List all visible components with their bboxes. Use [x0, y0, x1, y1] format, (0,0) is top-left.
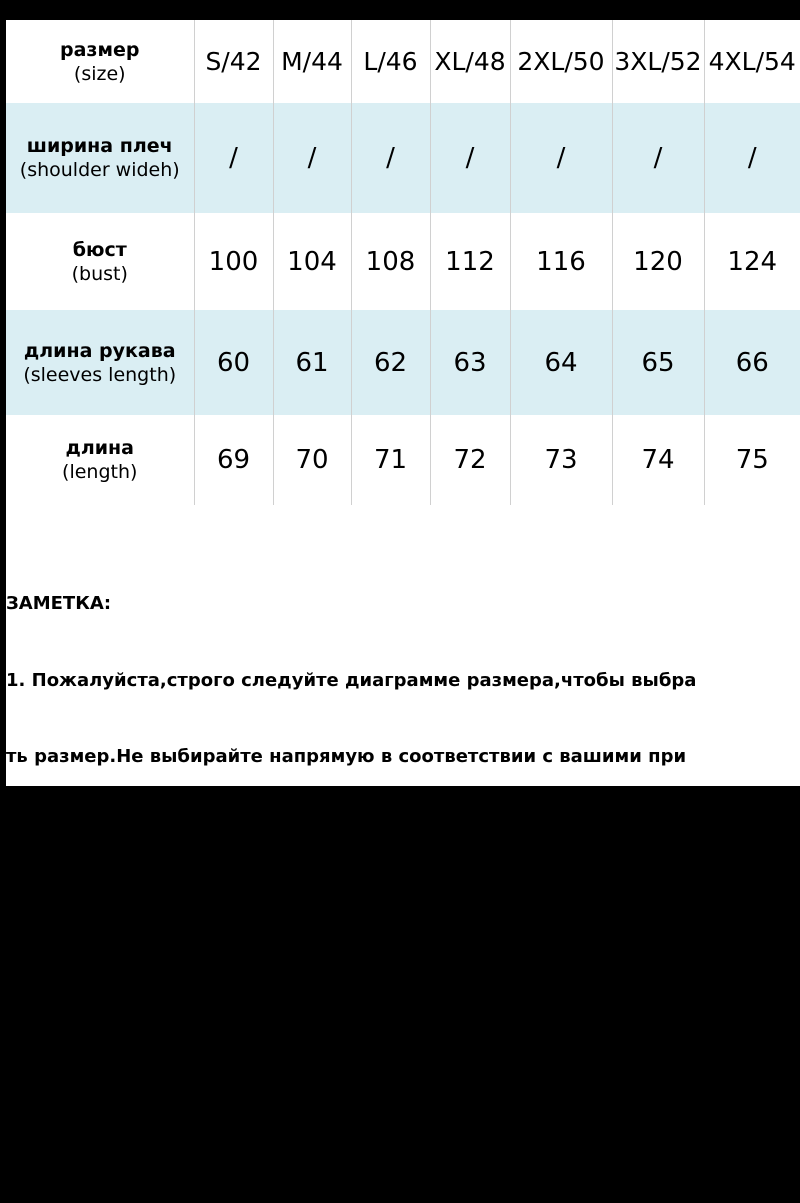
- table-cell: 60: [194, 310, 273, 415]
- row-label-ru: длина: [65, 437, 135, 459]
- table-cell: 62: [351, 310, 430, 415]
- note-line: ична.: [6, 1128, 63, 1150]
- row-label: [6, 415, 194, 505]
- row-label-en: (length): [62, 461, 138, 483]
- size-header-cell: L/46: [351, 20, 430, 103]
- table-cell: /: [430, 103, 510, 213]
- table-cell: 71: [351, 415, 430, 505]
- size-header-cell: M/44: [273, 20, 351, 103]
- size-header-cell: 2XL/50: [510, 20, 612, 103]
- table-cell: 100: [194, 213, 273, 310]
- table-cell: 104: [273, 213, 351, 310]
- table-cell: 74: [612, 415, 704, 505]
- table-cell: 65: [612, 310, 704, 415]
- table-cell: /: [273, 103, 351, 213]
- table-cell: 116: [510, 213, 612, 310]
- table-cell: 70: [273, 415, 351, 505]
- row-label-en: (sleeves length): [23, 363, 177, 386]
- size-header-cell: 4XL/54: [704, 20, 800, 103]
- row-label-ru: бюст: [72, 238, 127, 261]
- row-label: [6, 103, 194, 213]
- size-header-cell: XL/48: [430, 20, 510, 103]
- table-cell: 64: [510, 310, 612, 415]
- table-cell: 61: [273, 310, 351, 415]
- note-line: ть размер.Не выбирайте напрямую в соответствии с вашими при: [6, 746, 687, 767]
- table-cell: 73: [510, 415, 612, 505]
- note-block: [6, 540, 800, 1203]
- note-line: 3. Пожалуйста,поймите,что разница в цветах компьютеров разл: [6, 1052, 685, 1073]
- row-label: [6, 20, 194, 103]
- table-cell: 112: [430, 213, 510, 310]
- note-title: ЗАМЕТКА:: [6, 593, 112, 614]
- size-header-cell: 3XL/52: [612, 20, 704, 103]
- row-label: [6, 310, 194, 415]
- size-table: [6, 20, 800, 505]
- table-cell: 124: [704, 213, 800, 310]
- table-row-size: [6, 20, 800, 103]
- table-cell: /: [194, 103, 273, 213]
- table-cell: /: [510, 103, 612, 213]
- table-cell: 108: [351, 213, 430, 310]
- note-line: вычками.: [6, 822, 105, 844]
- table-cell: 75: [704, 415, 800, 505]
- table-row-length: [6, 415, 800, 505]
- row-label: [6, 213, 194, 310]
- row-label-ru: ширина плеч: [26, 135, 173, 157]
- size-header-cell: S/42: [194, 20, 273, 103]
- table-cell: 66: [704, 310, 800, 415]
- note-line: 2. Размер может быть 2-3 см отличается из-за ручного измерени: [6, 899, 689, 920]
- row-label-en: (bust): [71, 262, 128, 285]
- row-label-en: (size): [73, 62, 126, 85]
- table-row-bust: [6, 213, 800, 310]
- table-row-sleeves: [6, 310, 800, 415]
- size-chart-sheet: [6, 20, 800, 1150]
- table-cell: 72: [430, 415, 510, 505]
- row-label-ru: размер: [60, 38, 140, 61]
- row-label-ru: длина рукава: [23, 339, 176, 362]
- table-cell: 120: [612, 213, 704, 310]
- note-line: 1. Пожалуйста,строго следуйте диаграмме размера,чтобы выбра: [6, 669, 697, 691]
- table-cell: /: [612, 103, 704, 213]
- table-cell: /: [351, 103, 430, 213]
- table-cell: /: [704, 103, 800, 213]
- table-cell: 63: [430, 310, 510, 415]
- row-label-en: (shoulder wideh): [19, 159, 180, 181]
- note-line: я. Обратите внимание, когда вы измеряете.: [6, 975, 467, 997]
- table-cell: 69: [194, 415, 273, 505]
- table-row-shoulder: [6, 103, 800, 213]
